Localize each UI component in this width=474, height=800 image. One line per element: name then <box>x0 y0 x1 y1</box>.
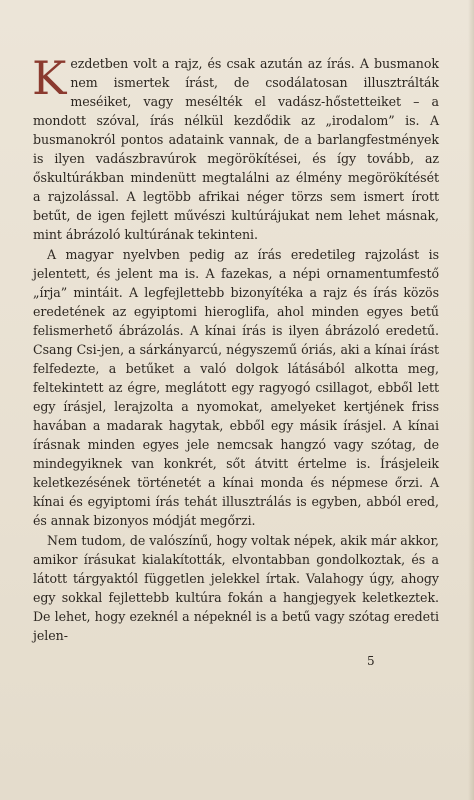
page-number: 5 <box>367 654 375 668</box>
paragraph-2: A magyar nyelvben pedig az írás eredetileg rajzolást is jelentett, és jelent ma is. A fazekas, a népi ornamentumfestő „írja” mintáit. A legfejlettebb bizonyítéka a rajz és írás közös eredetének az egyiptomi hieroglifa, ahol minden egyes betű felismerhető ábrázolás. A kínai írás is ilyen ábrázoló eredetű. Csang Csi-jen, a sárkányarcú, négyszemű óriás, aki a kínai írást felfedezte, a betűket a való dolgok látásából alkotta meg, feltekintett az égre, meglátott egy ragyogó csillagot, ebből lett egy írásjel, lerajzolta a nyomokat, amelyeket kertjének friss havában a madarak hagytak, ebből egy másik írásjel. A kínai írásnak minden egyes jele nemcsak hangzó vagy szótag, de mindegyiknek van konkrét, sőt átvitt értelme is. Írásjeleik keletkezésének történetét a kínai monda és népmese őrzi. A kínai és egyiptomi írás tehát illusztrálás is egyben, abból ered, és annak bizonyos módját megőrzi. <box>33 247 439 528</box>
paragraph-1 <box>32 51 439 244</box>
paragraph-1-text: ezdetben volt a rajz, és csak azután az írás. A busmanok nem ismertek írást, de csodálatosan illusztrálták meséiket, vagy mesélték el vadász-hőstetteiket – a mondott szóval, írás nélkül kezdődik az „irodalom” is. A busmanokról pontos adataink vannak, de a barlangfestmények is ilyen vadászbravúrok megörökítései, és így tovább, az őskultúrákban mindenütt megtalálni az élmény megörökítését a rajzolással. A legtöbb afrikai néger törzs sem ismert írott betűt, de igen fejlett művészi kultúrájukat nem lehet másnak, mint ábrázoló kultúrának tekinteni. <box>33 56 439 242</box>
body-text <box>32 51 439 646</box>
paragraph-3: Nem tudom, de valószínű, hogy voltak népek, akik már akkor, amikor írásukat kialakították, elvontabban gondolkoztak, és a látott tárgyaktól független jelekkel írtak. Valahogy úgy, ahogy egy sokkal fejlettebb kultúra fokán a hangjegyek keletkeztek. De lehet, hogy ezeknél a népeknél is a betű vagy szótag eredeti jelen- <box>33 533 439 643</box>
drop-cap: K <box>32 51 67 105</box>
page-edge-shadow <box>468 0 474 800</box>
